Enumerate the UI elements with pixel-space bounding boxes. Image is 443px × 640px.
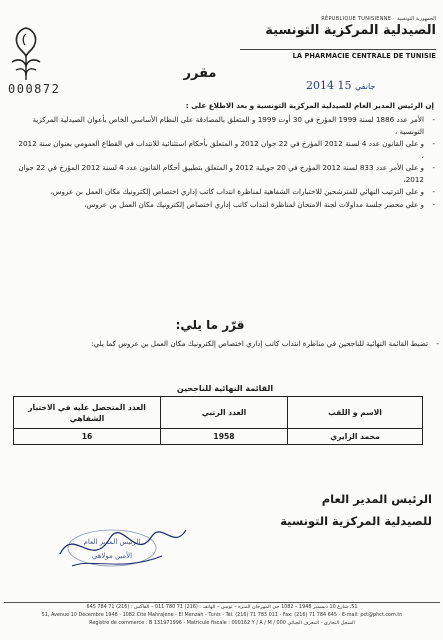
- column-header-name: الاسم و اللقب: [288, 397, 423, 429]
- date-stamp-month: جانفي: [355, 82, 376, 91]
- document-number: 000872: [8, 82, 61, 96]
- footer-registry-arabic: السجل التجاري - المعرف الجبائي: [287, 620, 355, 626]
- preamble-item: - و على الأمر عدد 833 لسنة 2012 المؤرخ في 20 جويلية 2012 و المتعلق بتطبيق أحكام القانون عدد 4 لسنة 2012 المؤرخ في 22 جوان 2012،: [16, 162, 436, 185]
- footer-registry: [4, 620, 440, 626]
- date-stamp-year: 2014: [306, 79, 334, 92]
- column-header-score: العدد المتحصل عليه في الاختبار الشفاهي: [14, 397, 161, 429]
- column-header-rank: العدد الرتبي: [161, 397, 288, 429]
- preamble-item: - و على محضر جلسة مداولات لجنة الامتحان لمناظرة انتداب كاتب إداري اختصاص إلكترونيك مكان العمل بن عروس،: [16, 199, 436, 211]
- stamp-signer: الأمين مولاهي: [91, 552, 133, 560]
- header-name-arabic: الصيدلية المركزية التونسية: [265, 23, 436, 38]
- decision-article: - تضبط القائمة النهائية للناجحين في مناظرة انتداب كاتب إداري اختصاص إلكترونيك مكان العمل بن عروس كما يلي:: [16, 338, 440, 350]
- preamble-item: - و على الترتيب النهائي للمترشحين للاختبارات الشفاهية لمناظرة انتداب كاتب إداري اختصاص إلكترونيك مكان العمل بن عروس،: [16, 186, 436, 198]
- results-table: [13, 396, 423, 445]
- pharmacy-logo: [6, 22, 46, 84]
- header-divider: [240, 49, 436, 50]
- signature-title: [200, 488, 432, 532]
- footer-registry-french: Registre de commerce : B 131971996 - Matricule fiscale : 000162 Y / A / M / 000: [89, 620, 286, 626]
- preamble-item: - الأمر عدد 1886 لسنة 1999 المؤرخ في 30 أوت 1999 و المتعلق بالمصادقة على النظام الأساسي الخاص بأعوان الصيدلية المركزية التونسية ،: [16, 114, 436, 137]
- cell-score: 16: [14, 429, 161, 445]
- cell-rank: 1958: [161, 429, 288, 445]
- stamp-text: الرئيس المدير العام: [83, 538, 141, 546]
- header-name-french: LA PHARMACIE CENTRALE DE TUNISIE: [292, 52, 436, 60]
- footer-divider: [4, 602, 440, 603]
- footer-address-arabic: 51، شارع 10 ديسمبر 1948 – 1082 حي المهرجان المنزه – تونس – الهاتف : (216) 71 780 011 – الفاكس : (216) 71 784 645: [86, 604, 358, 610]
- cell-name: محمد الزايري: [288, 429, 423, 445]
- table-header-row: [14, 397, 423, 429]
- decision-heading: قرّر ما يلي:: [175, 318, 245, 332]
- preamble-item: - و على القانون عدد 4 لسنة 2012 المؤرخ في 22 جوان 2012 و المتعلق بأحكام استثنائية للانتداب في القطاع العمومي بعنوان سنة 2012 ،: [16, 138, 436, 161]
- preamble-list: [16, 114, 436, 211]
- results-title: القائمة النهائية للناجحين: [176, 384, 274, 393]
- document-title: مقرر: [183, 66, 217, 81]
- date-stamp: [306, 79, 375, 92]
- table-row: [14, 429, 423, 445]
- header-republic: RÉPUBLIQUE TUNISIENNE · الجمهورية التونسية: [321, 16, 436, 22]
- footer-address-french: 51, Avenue 10 Décembre 1948 - 1082 Cité Mahrajène - El Menzah - Tunis - Tél. (216) 71 783 011 - Fax: (216) 71 784 645 - E-mail: pct@phct.com.tn: [41, 612, 403, 618]
- handwritten-signature: [52, 510, 192, 580]
- preamble-intro: إن الرئيس المدير العام للصيدلية المركزية التونسية و بعد الاطلاع على :: [185, 101, 434, 110]
- date-stamp-day: 15: [337, 79, 352, 92]
- signature-line-2: للصيدلية المركزية التونسية: [280, 514, 432, 528]
- signature-line-1: الرئيس المدير العام: [321, 492, 432, 506]
